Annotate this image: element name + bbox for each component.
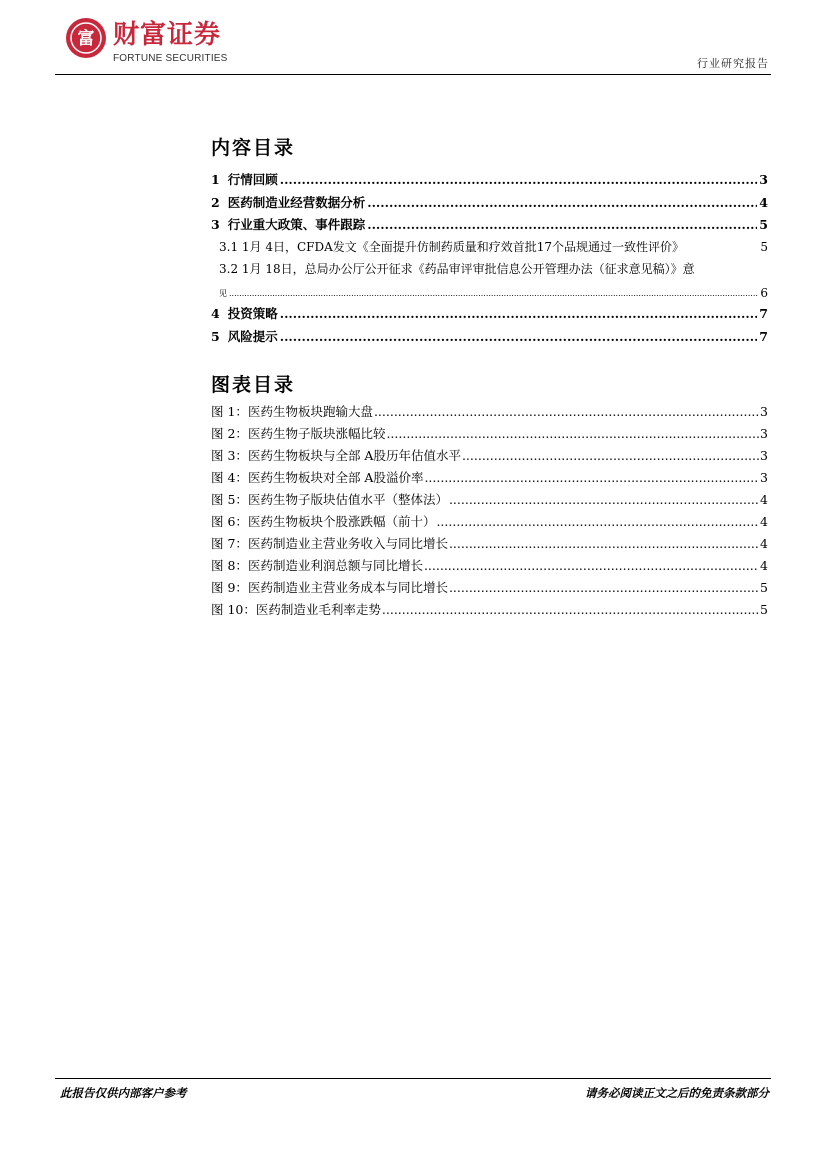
header-divider xyxy=(55,74,771,75)
figure-leader-dots xyxy=(424,558,759,573)
toc-entry-page: 6 xyxy=(760,286,768,300)
figure-entry-text: 医药生物板块个股涨跌幅（前十） xyxy=(247,514,436,529)
toc-entry-number: 2 xyxy=(211,194,220,210)
toc-entry[interactable] xyxy=(211,215,768,238)
figure-entry-page: 3 xyxy=(760,448,768,463)
toc-entry-number: 1 xyxy=(211,172,220,187)
figure-entry-label: 图 3： xyxy=(211,448,248,463)
figure-entry[interactable] xyxy=(211,600,768,622)
figure-entry-page: 3 xyxy=(760,404,768,419)
figure-entry-page: 4 xyxy=(760,492,768,507)
figure-entry-label: 图 10： xyxy=(211,602,256,617)
footer-disclaimer-right: 请务必阅读正文之后的免责条款部分 xyxy=(585,1086,769,1100)
figure-leader-dots xyxy=(424,470,759,485)
toc-entry[interactable] xyxy=(211,170,768,193)
figure-entry-label: 图 5： xyxy=(211,492,248,507)
figure-entry-text: 医药制造业主营业务收入与同比增长 xyxy=(247,536,448,551)
figure-entry-label: 图 8： xyxy=(211,558,248,573)
toc-subentry-text: 3.2 1月 18日，总局办公厅公开征求《药品审评审批信息公开管理办法（征求意见稿）》意 xyxy=(219,262,695,276)
figure-entry-text: 医药生物板块与全部 A股历年估值水平 xyxy=(247,448,461,463)
figure-entry-page: 3 xyxy=(760,470,768,485)
figure-entry[interactable] xyxy=(211,402,768,424)
toc-entry-page: 4 xyxy=(759,194,768,210)
figure-entry-label: 图 7： xyxy=(211,536,248,551)
figure-entry[interactable] xyxy=(211,578,768,600)
figure-leader-dots xyxy=(386,426,759,441)
figure-entry-text: 医药生物子版块涨幅比较 xyxy=(247,426,386,441)
toc-subentry[interactable] xyxy=(211,238,768,261)
figure-entry-page: 4 xyxy=(760,558,768,573)
figure-entry[interactable] xyxy=(211,490,768,512)
figure-entry[interactable] xyxy=(211,424,768,446)
toc-entry-page: 7 xyxy=(759,306,768,321)
figure-entry-text: 医药生物板块对全部 A股溢价率 xyxy=(247,470,424,485)
toc-leader-dots xyxy=(280,172,758,187)
contents-title: 内容目录 xyxy=(211,137,296,159)
figure-entry-page: 3 xyxy=(760,426,768,441)
logo-chinese-name: 财富证券 xyxy=(113,20,222,50)
report-type-label: 行业研究报告 xyxy=(697,57,769,70)
toc-entry-page: 5 xyxy=(760,239,768,254)
toc-entry-page: 5 xyxy=(759,217,768,232)
table-of-contents xyxy=(211,170,768,349)
toc-entry-number: 5 xyxy=(211,328,220,344)
figure-entry[interactable] xyxy=(211,534,768,556)
figure-entry[interactable] xyxy=(211,446,768,468)
figure-leader-dots xyxy=(449,580,759,595)
figure-entry-label: 图 6： xyxy=(211,514,248,529)
footer-disclaimer-left: 此报告仅供内部客户参考 xyxy=(60,1086,187,1100)
figure-entry[interactable] xyxy=(211,556,768,578)
toc-entry[interactable] xyxy=(211,304,768,327)
figure-entry-label: 图 2： xyxy=(211,426,248,441)
toc-subentry[interactable] xyxy=(211,260,768,282)
figure-entry-text: 医药制造业主营业务成本与同比增长 xyxy=(247,580,448,595)
figures-title: 图表目录 xyxy=(211,374,296,396)
figure-leader-dots xyxy=(449,536,759,551)
figure-entry-text: 医药制造业毛利率走势 xyxy=(255,602,381,617)
figure-entry-page: 4 xyxy=(760,536,768,551)
toc-entry-number: 4 xyxy=(211,306,220,321)
figure-entry[interactable] xyxy=(211,512,768,534)
toc-subentry-text: 3.1 1月 4日，CFDA发文《全面提升仿制药质量和疗效首批17个品规通过一致性评价》 xyxy=(219,239,685,254)
figure-leader-dots xyxy=(449,492,759,507)
toc-entry-text: 风险提示 xyxy=(227,328,278,344)
toc-leader-dots xyxy=(367,195,757,210)
figure-entry-text: 医药生物板块跑输大盘 xyxy=(247,404,373,419)
toc-leader-dots xyxy=(280,329,758,344)
toc-entry-page: 7 xyxy=(759,328,768,344)
figure-entry-page: 5 xyxy=(760,580,768,595)
figure-entry-page: 4 xyxy=(760,514,768,529)
toc-entry-page: 3 xyxy=(759,172,768,187)
toc-entry-text: 行业重大政策、事件跟踪 xyxy=(227,217,366,232)
figure-entry-label: 图 4： xyxy=(211,470,248,485)
toc-leader-dots xyxy=(367,217,757,232)
figure-leader-dots xyxy=(436,514,759,529)
svg-text:富: 富 xyxy=(77,29,95,49)
figure-leader-dots xyxy=(382,602,759,617)
figure-entry-label: 图 1： xyxy=(211,404,248,419)
toc-entry[interactable] xyxy=(211,327,768,350)
toc-entry[interactable] xyxy=(211,193,768,216)
toc-entry-text: 医药制造业经营数据分析 xyxy=(227,194,366,210)
figure-leader-dots xyxy=(462,448,759,463)
figure-entry-text: 医药制造业利润总额与同比增长 xyxy=(247,558,423,573)
logo-english-name: FORTUNE SECURITIES xyxy=(113,53,228,64)
toc-subentry-text-continued: 见 xyxy=(219,288,227,298)
toc-subentry-continuation[interactable] xyxy=(211,282,768,304)
toc-entry-text: 投资策略 xyxy=(227,306,278,321)
toc-entry-text: 行情回顾 xyxy=(227,172,278,187)
toc-leader-dots xyxy=(229,289,758,298)
toc-leader-dots xyxy=(280,306,758,321)
figure-entry-label: 图 9： xyxy=(211,580,248,595)
list-of-figures xyxy=(211,402,768,622)
toc-entry-number: 3 xyxy=(211,217,220,232)
fortune-securities-logo-icon xyxy=(66,18,106,58)
figure-entry[interactable] xyxy=(211,468,768,490)
figure-entry-text: 医药生物子版块估值水平（整体法） xyxy=(247,492,448,507)
footer-divider xyxy=(55,1078,771,1079)
figure-leader-dots xyxy=(374,404,759,419)
page-header xyxy=(0,0,827,80)
figure-entry-page: 5 xyxy=(760,602,768,617)
